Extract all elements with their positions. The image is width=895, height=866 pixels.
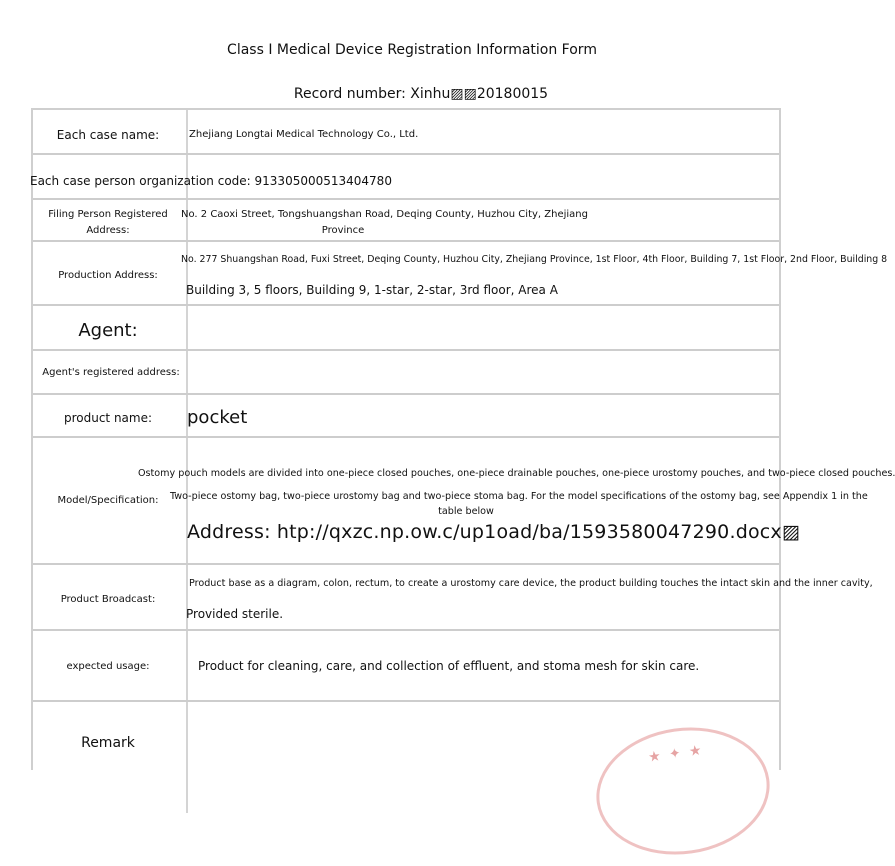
row-divider	[33, 240, 779, 242]
case-name-label: Each case name:	[56, 128, 160, 142]
expected-usage-value: Product for cleaning, care, and collection of effluent, and stoma mesh for skin care.	[198, 659, 700, 673]
row-divider	[33, 349, 779, 351]
model-spec-line2: Two-piece ostomy bag, two-piece urostomy bag and two-piece stoma bag. For the model specifications of the ostomy bag, see Appendix 1 in the	[170, 491, 868, 502]
model-spec-line3: table below	[438, 506, 494, 517]
production-address-value-line1: No. 277 Shuangshan Road, Fuxi Street, Deqing County, Huzhou City, Zhejiang Province, 1st Floor, 4th Floor, Building 7, 1st Floor, 2nd Floor, Building 8	[181, 254, 888, 265]
product-name-value: pocket	[187, 407, 248, 428]
model-spec-address-link[interactable]: Address: htp://qxzc.np.ow.c/up1oad/ba/1593580047290.docx▨	[187, 521, 801, 543]
model-spec-line1: Ostomy pouch models are divided into one-piece closed pouches, one-piece drainable pouches, one-piece urostomy pouches, and two-piece closed pouches.	[138, 468, 895, 479]
product-broadcast-line2: Provided sterile.	[186, 607, 284, 621]
row-divider	[33, 436, 779, 438]
filing-address-label-line1: Filing Person Registered	[48, 209, 168, 220]
row-divider	[33, 393, 779, 395]
record-number: Record number: Xinhu▨▨20180015	[293, 86, 549, 102]
agent-label: Agent:	[78, 320, 138, 341]
filing-address-label	[40, 207, 176, 239]
product-broadcast-label: Product Broadcast:	[60, 594, 156, 605]
column-divider-top	[186, 110, 188, 155]
product-name-label: product name:	[63, 411, 153, 425]
model-spec-label: Model/Specification:	[57, 495, 159, 506]
filing-address-label-line2: Address:	[86, 225, 130, 236]
org-code-row: Each case person organization code: 913305000513404780	[30, 174, 392, 188]
row-divider	[33, 304, 779, 306]
agent-address-label: Agent's registered address:	[42, 367, 180, 378]
production-address-label: Production Address:	[58, 270, 158, 281]
expected-usage-label: expected usage:	[66, 661, 150, 672]
row-divider	[33, 563, 779, 565]
row-divider	[33, 198, 779, 200]
row-divider	[33, 629, 779, 631]
filing-address-value-line1: No. 2 Caoxi Street, Tongshuangshan Road, Deqing County, Huzhou City, Zhejiang	[181, 209, 588, 220]
form-title: Class I Medical Device Registration Information Form	[227, 42, 597, 58]
row-divider	[33, 700, 779, 702]
remark-label: Remark	[81, 735, 135, 751]
production-address-value-line2: Building 3, 5 floors, Building 9, 1-star, 2-star, 3rd floor, Area A	[186, 283, 558, 297]
product-broadcast-line1: Product base as a diagram, colon, rectum, to create a urostomy care device, the product building touches the intact skin and the inner cavity,	[189, 578, 873, 589]
filing-address-value-line2: Province	[321, 225, 365, 236]
official-seal-mark: ★ ✦ ★	[647, 742, 705, 766]
row-divider	[33, 153, 779, 155]
case-name-value: Zhejiang Longtai Medical Technology Co., Ltd.	[189, 129, 419, 140]
